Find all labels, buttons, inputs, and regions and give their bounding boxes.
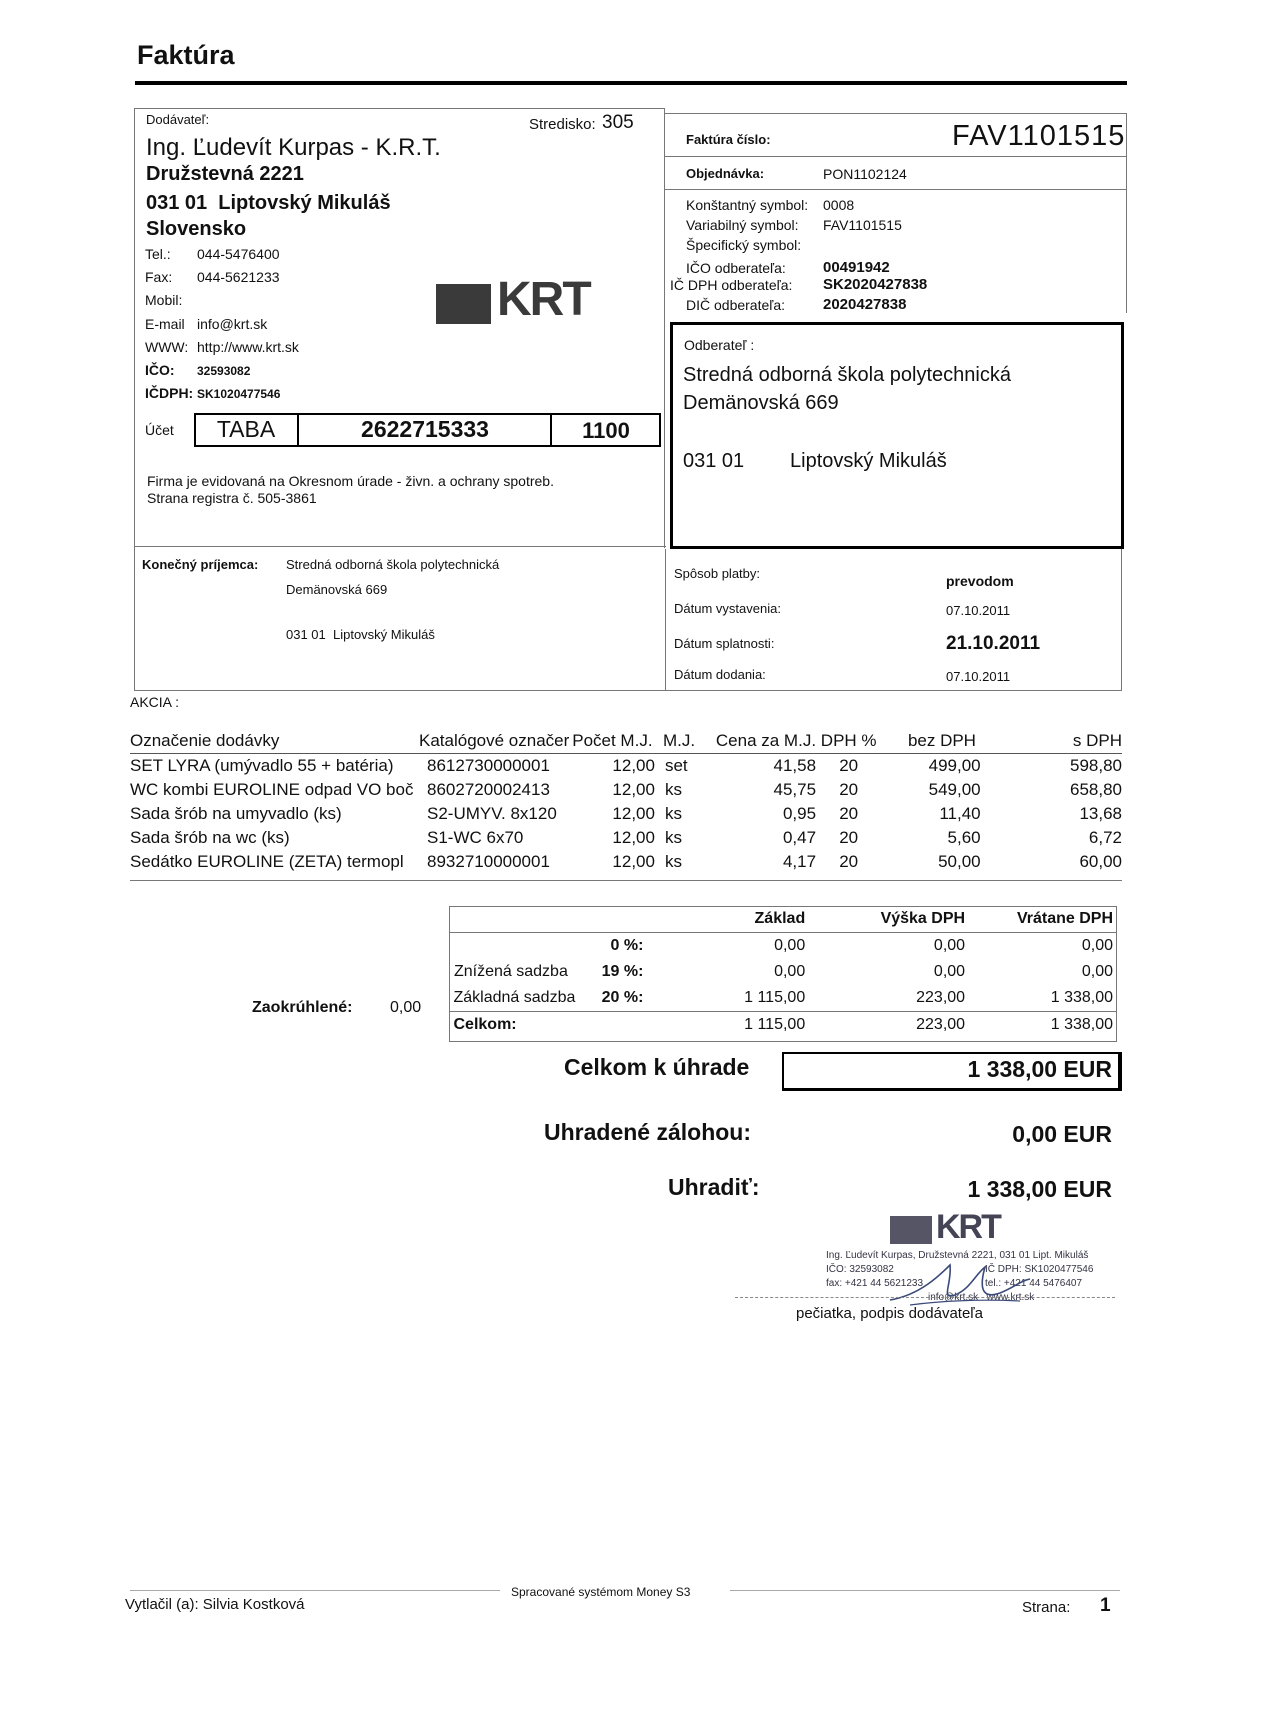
item-unit-price: 45,75 [773, 780, 817, 799]
col-header-with-vat: s DPH [1072, 731, 1122, 750]
pay-label: Uhradiť: [668, 1174, 760, 1200]
const-label: Konštantný symbol: [686, 197, 809, 213]
akcia-label: AKCIA : [130, 694, 180, 710]
table-row [130, 778, 1122, 802]
footer-system: Spracované systémom Money S3 [511, 1585, 691, 1599]
summary-total-vat: 223,00 [916, 1016, 966, 1033]
summary-row-rate: 20 %: [601, 989, 644, 1006]
item-designation: Sedátko EUROLINE (ZETA) termopl [130, 852, 404, 871]
item-vat-rate: 20 [839, 756, 859, 775]
stamp-logo [890, 1208, 1000, 1246]
summary-total-total: 1 338,00 [1050, 1016, 1113, 1033]
items-table [130, 729, 1122, 874]
item-without-vat: 5,60 [947, 828, 981, 847]
invoice-number: FAV1101515 [952, 120, 1126, 152]
www-label: WWW: [145, 339, 189, 355]
supplier-top-border [134, 108, 664, 109]
pay-value: 1 338,00 EUR [967, 1176, 1112, 1202]
delivery-value: 07.10.2011 [946, 669, 1011, 684]
item-vat-rate: 20 [839, 804, 859, 823]
invoice-top-border [664, 113, 1126, 114]
stamp-logo-square [890, 1216, 932, 1244]
stamp-line-4: info@krt.sk www.krt.sk [928, 1292, 1035, 1303]
item-without-vat: 499,00 [928, 756, 981, 775]
summary-row-vat: 0,00 [933, 963, 966, 980]
table-row [130, 850, 1122, 874]
item-unit: ks [664, 804, 682, 823]
stamp-line-2a: IČO: 32593082 [826, 1264, 894, 1275]
invoice-number-rule [664, 156, 1126, 157]
payment-right-border [1121, 549, 1122, 691]
summary-total-row [450, 1012, 1118, 1039]
email-label: E-mail [145, 316, 185, 332]
due-value: 21.10.2011 [946, 633, 1041, 654]
item-unit: set [664, 756, 688, 775]
recipient-name: Stredná odborná škola polytechnická [286, 557, 500, 572]
item-with-vat: 598,80 [1070, 756, 1122, 775]
icdph-label: IČDPH: [145, 385, 194, 401]
summary-header-total: Vrátane DPH [1016, 910, 1113, 927]
krt-logo [436, 273, 590, 326]
item-with-vat: 658,80 [1070, 780, 1122, 799]
item-vat-rate: 20 [839, 780, 859, 799]
summary-row-vat: 0,00 [933, 937, 966, 954]
recipient-city: 031 01 Liptovský Mikuláš [286, 627, 435, 642]
customer-box [670, 322, 1124, 549]
supplier-left-border [134, 108, 135, 548]
rounding-value: 0,00 [390, 999, 422, 1016]
summary-row-total: 0,00 [1081, 937, 1113, 954]
delivery-label: Dátum dodania: [674, 667, 766, 682]
col-header-vat-rate: DPH % [820, 731, 877, 750]
summary-row-total: 0,00 [1081, 963, 1113, 980]
logo-square [436, 284, 491, 324]
cust-icdph-value: SK2020427838 [823, 276, 928, 293]
order-label: Objednávka: [686, 166, 765, 181]
footer-rule-left [130, 1590, 500, 1591]
invoice-number-label: Faktúra číslo: [686, 132, 771, 147]
summary-row-total: 1 338,00 [1050, 989, 1113, 1006]
summary-table [449, 906, 1117, 1038]
item-unit: ks [664, 828, 682, 847]
logo-text: KRT [497, 273, 590, 326]
total-due-label: Celkom k úhrade [564, 1054, 750, 1080]
summary-header-row [450, 906, 1118, 933]
stamp-line-3b: tel.: +421 44 5476407 [985, 1278, 1083, 1289]
recipient-left-border [134, 546, 135, 690]
page-title: Faktúra [137, 40, 235, 70]
icdph-value: SK1020477546 [197, 387, 281, 401]
rounding-label: Zaokrúhlené: [252, 999, 353, 1016]
cust-dic-value: 2020427838 [823, 296, 907, 313]
customer-zip: 031 01 [683, 450, 745, 472]
account-code: 1100 [582, 418, 630, 443]
recipient-bottom-border [134, 690, 666, 691]
issued-label: Dátum vystavenia: [674, 601, 781, 616]
ico-value: 32593082 [197, 364, 251, 378]
item-catalog: 8932710000001 [427, 852, 550, 871]
order-value: PON1102124 [823, 166, 907, 182]
item-without-vat: 11,40 [939, 804, 981, 823]
summary-header-base: Základ [754, 910, 806, 927]
item-qty: 12,00 [612, 828, 655, 847]
recipient-label: Konečný príjemca: [142, 557, 259, 572]
items-header-row [130, 729, 1122, 754]
customer-street: Demänovská 669 [683, 392, 839, 414]
item-catalog: S1-WC 6x70 [427, 828, 524, 847]
item-unit: ks [664, 852, 682, 871]
item-qty: 12,00 [612, 804, 655, 823]
account-bank: TABA [216, 416, 276, 442]
item-with-vat: 13,68 [1079, 804, 1122, 823]
item-with-vat: 6,72 [1088, 828, 1122, 847]
cust-ico-value: 00491942 [823, 259, 890, 276]
summary-row-rate: 0 %: [610, 937, 644, 954]
item-designation: SET LYRA (umývadlo 55 + batéria) [130, 756, 394, 775]
supplier-name: Ing. Ľudevít Kurpas - K.R.T. [146, 134, 441, 161]
col-header-unit: M.J. [662, 731, 696, 750]
summary-row-1 [450, 959, 1118, 985]
account-divider-1 [297, 413, 299, 447]
summary-row-vat: 223,00 [916, 989, 966, 1006]
supplier-street: Družstevná 2221 [146, 163, 304, 185]
stamp-logo-text: KRT [936, 1208, 1000, 1246]
supplier-country: Slovensko [146, 218, 247, 240]
payment-method: prevodom [946, 573, 1014, 589]
customer-label: Odberateľ : [684, 337, 755, 353]
footer-rule-right [730, 1590, 1120, 1591]
stamp-line-2b: IČ DPH: SK1020477546 [985, 1264, 1094, 1275]
table-row [130, 826, 1122, 850]
fax-value: 044-5621233 [197, 269, 280, 285]
payment-method-label: Spôsob platby: [674, 566, 761, 581]
summary-total-base: 1 115,00 [744, 1016, 806, 1033]
footer-printed-by: Vytlačil (a): Silvia Kostková [125, 1596, 305, 1613]
item-unit-price: 0,95 [782, 804, 817, 823]
item-catalog: 8602720002413 [427, 780, 550, 799]
col-header-catalog: Katalógové označer [419, 731, 570, 750]
issued-value: 07.10.2011 [946, 603, 1011, 618]
var-label: Variabilný symbol: [686, 217, 799, 233]
stamp-line-1: Ing. Ľudevít Kurpas, Družstevná 2221, 031 01 Lipt. Mikuláš [826, 1250, 1089, 1261]
stamp-line-3a: fax: +421 44 5621233 [826, 1278, 924, 1289]
table-row [130, 754, 1122, 779]
tel-value: 044-5476400 [197, 246, 280, 262]
ico-label: IČO: [145, 362, 175, 378]
account-label: Účet [145, 422, 174, 438]
supplier-label: Dodávateľ: [146, 112, 210, 127]
email-value: info@krt.sk [197, 316, 268, 332]
summary-row-label: Základná sadzba [453, 989, 576, 1006]
summary-row-0 [450, 933, 1118, 960]
recipient-top-border [134, 546, 666, 547]
item-qty: 12,00 [612, 756, 655, 775]
summary-row-rate: 19 %: [601, 963, 644, 980]
var-value: FAV1101515 [823, 217, 902, 233]
items-bottom-rule [130, 880, 1122, 881]
item-designation: Sada šrób na umyvadlo (ks) [130, 804, 342, 823]
center-label: Stredisko: [529, 116, 596, 133]
fax-label: Fax: [145, 269, 173, 285]
table-row [130, 802, 1122, 826]
summary-total-label: Celkom: [453, 1016, 517, 1033]
summary-row-label: Znížená sadzba [450, 959, 576, 985]
stamp-caption: pečiatka, podpis dodávateľa [796, 1305, 984, 1322]
summary-row-base: 0,00 [774, 963, 806, 980]
account-number: 2622715333 [361, 416, 489, 442]
summary-row-base: 1 115,00 [744, 989, 806, 1006]
col-header-qty: Počet M.J. [572, 731, 653, 750]
item-unit-price: 0,47 [782, 828, 817, 847]
signature-line [735, 1297, 1115, 1298]
total-due-value: 1 338,00 EUR [967, 1056, 1112, 1082]
footer-page-label: Strana: [1022, 1599, 1071, 1616]
item-qty: 12,00 [612, 780, 655, 799]
cust-ico-label: IČO odberateľa: [686, 260, 786, 276]
www-value: http://www.krt.sk [197, 339, 299, 355]
mobil-label: Mobil: [145, 292, 183, 308]
spec-label: Špecifický symbol: [686, 237, 802, 253]
col-header-unit-price: Cena za M.J. [715, 731, 817, 750]
item-unit-price: 4,17 [782, 852, 817, 871]
recipient-street: Demänovská 669 [286, 582, 388, 597]
item-unit: ks [664, 780, 682, 799]
supplier-right-border [664, 108, 665, 548]
advance-value: 0,00 EUR [1012, 1121, 1112, 1147]
item-without-vat: 50,00 [938, 852, 981, 871]
order-rule [664, 189, 1126, 190]
const-value: 0008 [823, 197, 855, 213]
items-body [130, 729, 1122, 874]
cust-dic-label: DIČ odberateľa: [686, 297, 786, 313]
customer-city: Liptovský Mikuláš [790, 450, 947, 472]
item-unit-price: 41,58 [773, 756, 817, 775]
item-catalog: 8612730000001 [427, 756, 550, 775]
footer-page-number: 1 [1100, 1595, 1111, 1616]
item-vat-rate: 20 [839, 828, 859, 847]
item-catalog: S2-UMYV. 8x120 [427, 804, 557, 823]
item-vat-rate: 20 [839, 852, 859, 871]
center-value: 305 [602, 112, 634, 133]
item-qty: 12,00 [612, 852, 655, 871]
summary-row-base: 0,00 [774, 937, 806, 954]
col-header-designation: Označenie dodávky [130, 731, 280, 750]
item-without-vat: 549,00 [928, 780, 981, 799]
summary-row-label [450, 933, 576, 960]
item-with-vat: 60,00 [1079, 852, 1122, 871]
registry-line-2: Strana registra č. 505-3861 [147, 490, 317, 506]
title-rule [135, 81, 1127, 85]
payment-left-border [665, 549, 666, 691]
registry-line-1: Firma je evidovaná na Okresnom úrade - živn. a ochrany spotreb. [147, 473, 554, 489]
advance-label: Uhradené zálohou: [544, 1119, 752, 1145]
invoice-right-border [1126, 113, 1127, 313]
summary-row-2 [450, 985, 1118, 1012]
account-divider-2 [550, 413, 552, 447]
item-designation: WC kombi EUROLINE odpad VO boč [130, 780, 414, 799]
tel-label: Tel.: [145, 246, 171, 262]
cust-icdph-label: IČ DPH odberateľa: [670, 277, 793, 293]
due-label: Dátum splatnosti: [674, 636, 775, 651]
item-designation: Sada šrób na wc (ks) [130, 828, 290, 847]
col-header-without-vat: bez DPH [907, 731, 976, 750]
customer-name: Stredná odborná škola polytechnická [683, 364, 1011, 386]
payment-bottom-border [665, 690, 1121, 691]
summary-header-vat: Výška DPH [880, 910, 966, 927]
supplier-city: 031 01 Liptovský Mikuláš [146, 192, 391, 214]
